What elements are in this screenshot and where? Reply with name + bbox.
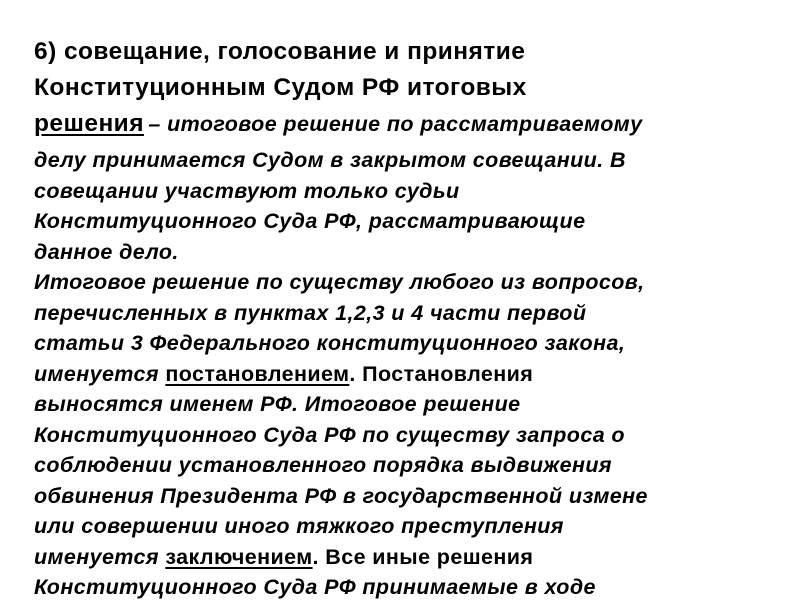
paragraph-1-line-2: делу принимается Судом в закрытом совещании. В xyxy=(34,148,626,172)
paragraph-1-line-3: совещании участвуют только судьи xyxy=(34,178,460,203)
paragraph-1-line-5: данное дело. xyxy=(34,239,179,264)
paragraph-1-line-4: Конституционного Суда РФ, рассматривающие xyxy=(34,209,586,233)
heading-line-3: решения xyxy=(34,110,144,137)
text-fragment: . Все иные решения xyxy=(312,544,534,569)
term-zaklyuchenie: заключением xyxy=(165,544,313,569)
paragraph-2-line-10 xyxy=(34,542,774,573)
term-postanovlenie: постановлением xyxy=(165,361,350,386)
paragraph-1-line-1 xyxy=(34,106,774,145)
paragraph-2-line-8: обвинения Президента РФ в государственной измене xyxy=(34,483,648,508)
paragraph-2-line-4 xyxy=(34,359,774,390)
heading-line-1: 6) совещание, голосование и принятие xyxy=(34,38,526,65)
paragraph-2-line-1: Итоговое решение по существу любого из вопросов, xyxy=(34,270,645,294)
paragraph-2-line-3: статьи 3 Федерального конституционного закона, xyxy=(34,331,626,355)
text-fragment: именуется xyxy=(34,361,166,386)
paragraph-2-line-2: перечисленных в пунктах 1,2,3 и 4 части первой xyxy=(34,300,587,325)
paragraph-2-line-5: выносятся именем РФ. Итоговое решение xyxy=(34,392,521,416)
paragraph-2-line-9: или совершении иного тяжкого преступления xyxy=(34,514,564,538)
text-fragment: именуется xyxy=(34,544,166,569)
heading-line-2: Конституционным Судом РФ итоговых xyxy=(34,74,527,101)
paragraph-2-line-6: Конституционного Суда РФ по существу запроса о xyxy=(34,422,625,447)
text-fragment: . Постановления xyxy=(349,361,534,386)
definition-start: – итоговое решение по рассматриваемому xyxy=(148,112,643,136)
paragraph-2-line-7: соблюдении установленного порядка выдвижения xyxy=(34,453,612,477)
slide-text-block xyxy=(34,34,774,600)
paragraph-2-line-11: Конституционного Суда РФ принимаемые в ходе xyxy=(34,575,596,599)
